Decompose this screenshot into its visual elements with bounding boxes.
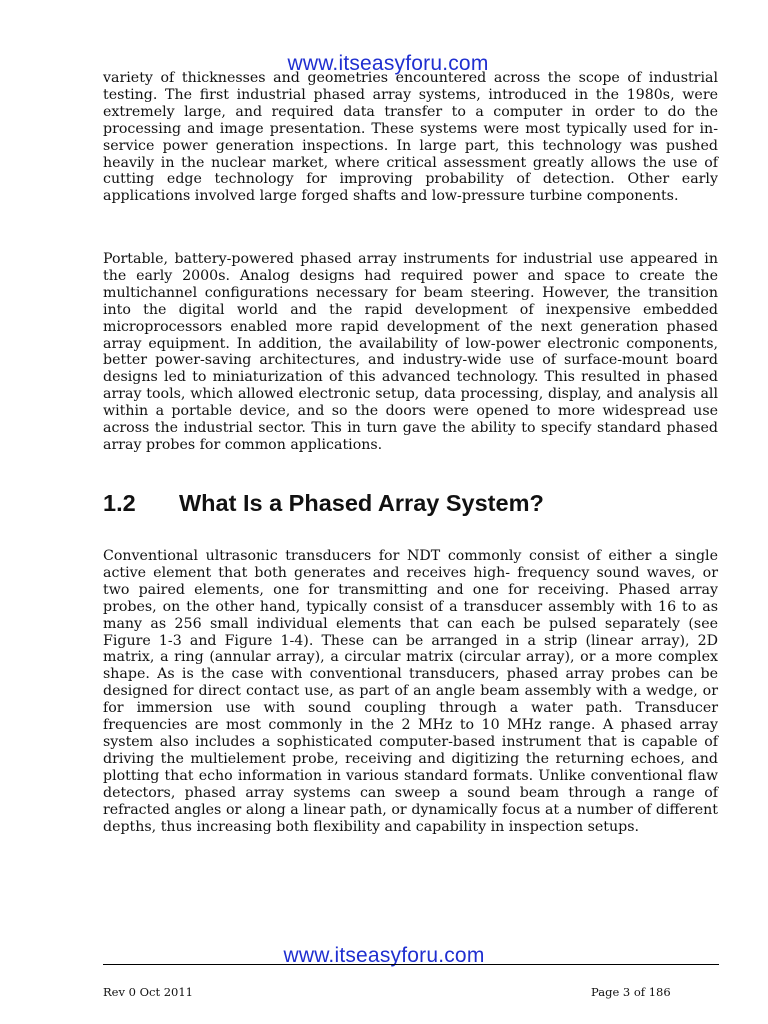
section-number: 1.2 [103,490,136,516]
paragraph-history-intro: variety of thicknesses and geometries encountered across the scope of industrial testing. The first industrial phased array systems, introduced in the 1980s, were extremely large, and required data transfer to a computer in order to do the processing and image presentation. These systems were most typically used for in-service power generation inspections. In large part, this technology was pushed heavily in the nuclear market, where critical assessment greatly allows the use of cutting edge technology for improving probability of detection. Other early applications involved large forged shafts and low-pressure turbine components. [103,70,718,205]
footer-revision: Rev 0 Oct 2011 [103,985,194,999]
section-title: What Is a Phased Array System? [179,490,544,516]
paragraph-phased-array-definition: Conventional ultrasonic transducers for NDT commonly consist of either a single active element that both generates and receives high- frequency sound waves, or two paired elements, one for transmitting and one for receiving. Phased array probes, on the other hand, typically consist of a transducer assembly with 16 to as many as 256 small individual elements that can each be pulsed separately (see Figure 1-3 and Figure 1-4). These can be arranged in a strip (linear array), 2D matrix, a ring (annular array), a circular matrix (circular array), or a more complex shape. As is the case with conventional transducers, phased array probes can be designed for direct contact use, as part of an angle beam assembly with a wedge, or for immersion use with sound coupling through a water path. Transducer frequencies are most commonly in the 2 MHz to 10 MHz range. A phased array system also includes a sophisticated computer-based instrument that is capable of driving the multielement probe, receiving and digitizing the returning echoes, and plotting that echo information in various standard formats. Unlike conventional flaw detectors, phased array systems can sweep a sound beam through a range of refracted angles or along a linear path, or dynamically focus at a number of different depths, thus increasing both flexibility and capability in inspection setups. [103,548,718,835]
watermark-bottom[interactable]: www.itseasyforu.com [283,944,485,967]
section-heading [103,490,544,517]
paragraph-portable-instruments: Portable, battery-powered phased array instruments for industrial use appeared in the early 2000s. Analog designs had required power and space to create the multichannel configurations necessary for beam steering. However, the transition into the digital world and the rapid development of inexpensive embedded microprocessors enabled more rapid development of the next generation phased array equipment. In addition, the availability of low-power electronic components, better power-saving architectures, and industry-wide use of surface-mount board designs led to miniaturization of this advanced technology. This resulted in phased array tools, which allowed electronic setup, data processing, display, and analysis all within a portable device, and so the doors were opened to more widespread use across the industrial sector. This in turn gave the ability to specify standard phased array probes for common applications. [103,251,718,453]
footer-divider [103,964,719,965]
watermark-top[interactable]: www.itseasyforu.com [287,52,489,75]
footer-page-number: Page 3 of 186 [591,985,671,999]
